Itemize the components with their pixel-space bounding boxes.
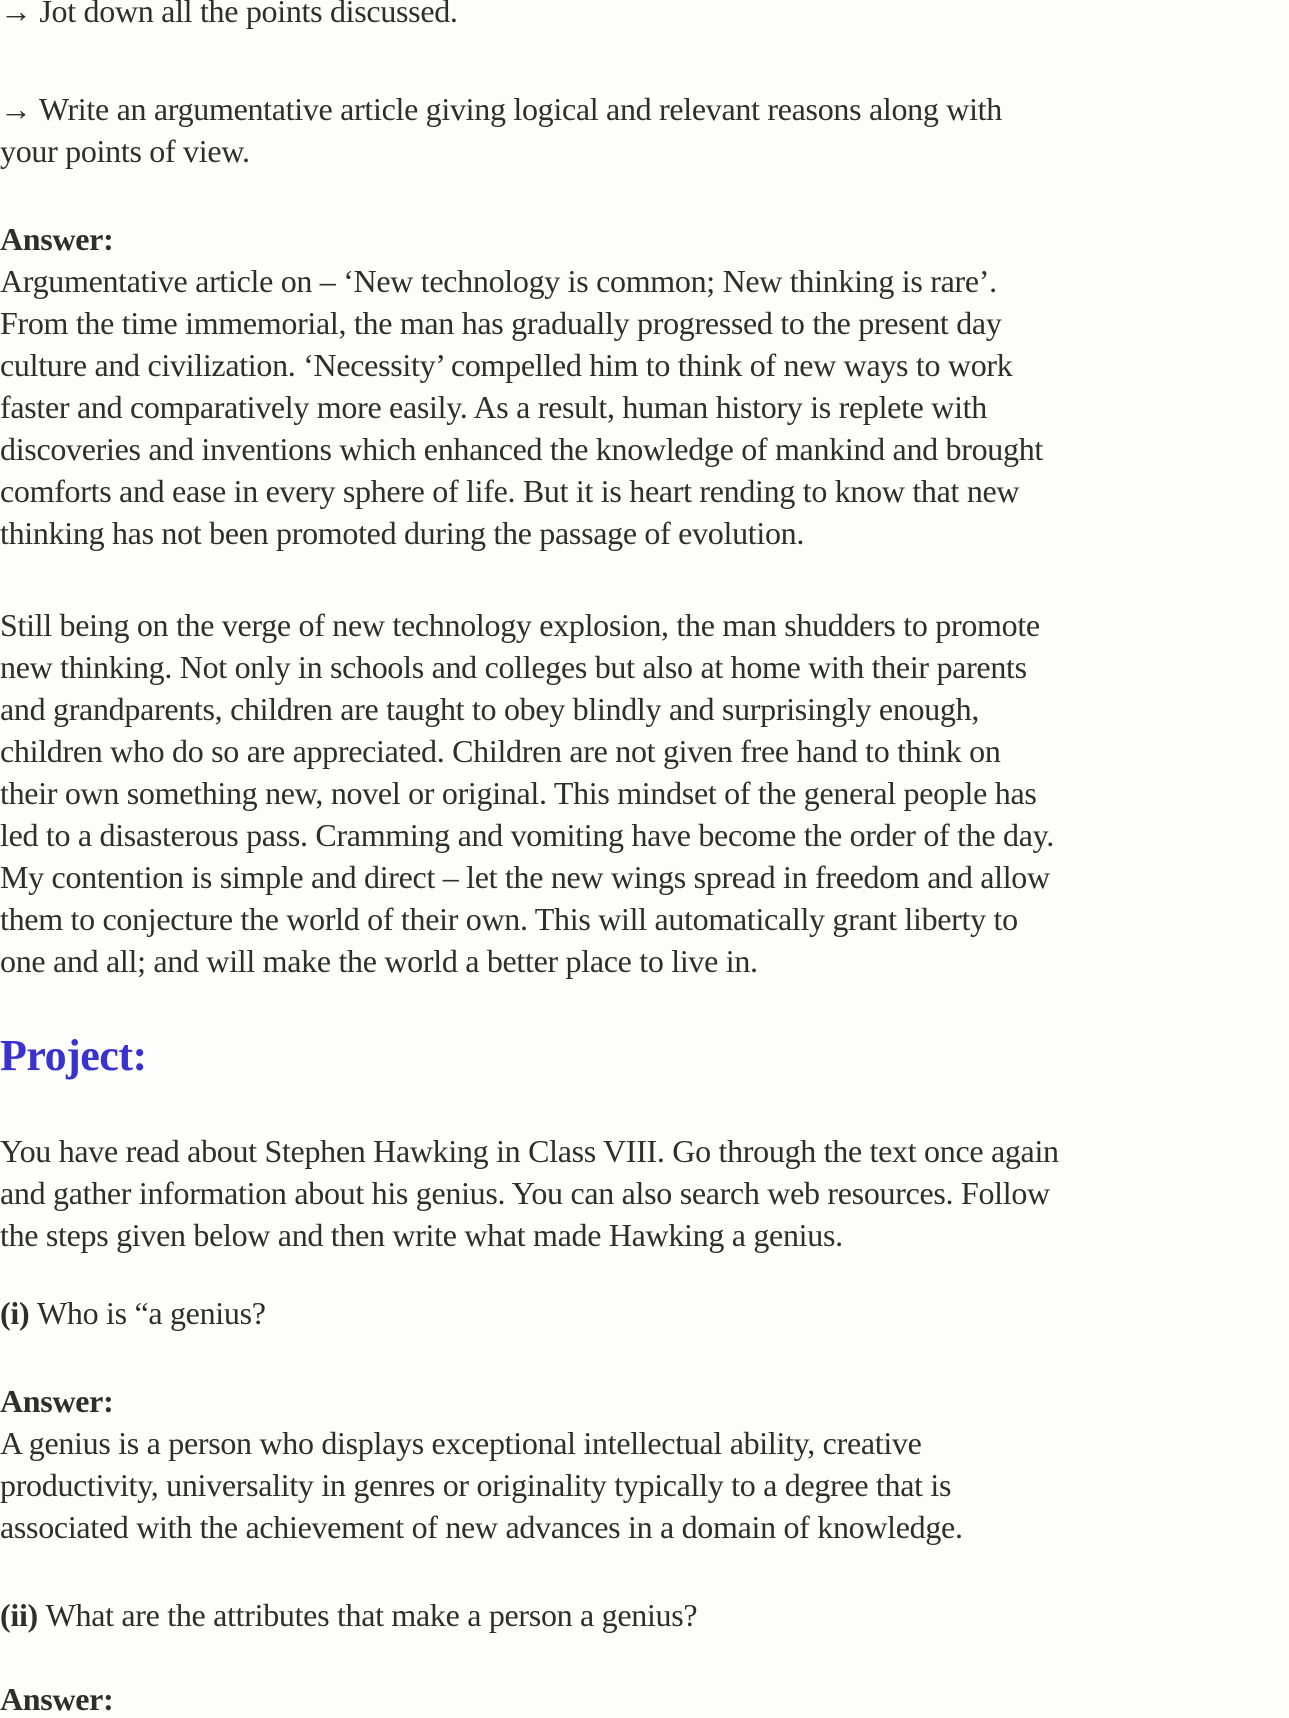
text-line — [0, 1292, 1289, 1334]
answer-label-2 — [0, 1380, 1289, 1422]
text-line: new thinking. Not only in schools and colleges but also at home with their parents — [0, 649, 1027, 685]
answer-label-1 — [0, 218, 1289, 260]
answer-label-3 — [0, 1678, 1289, 1718]
project-heading: Project: — [0, 1031, 147, 1080]
text-line: children who do so are appreciated. Children are not given free hand to think on — [0, 733, 1001, 769]
text-line: their own something new, novel or original. This mindset of the general people has — [0, 775, 1037, 811]
answer-label-text: Answer: — [0, 221, 114, 257]
text-line: the steps given below and then write what made Hawking a genius. — [0, 1217, 843, 1253]
text-line: From the time immemorial, the man has gradually progressed to the present day — [0, 305, 1002, 341]
question-ii-text: What are the attributes that make a person a genius? — [45, 1597, 698, 1633]
text-line: Still being on the verge of new technology explosion, the man shudders to promote — [0, 607, 1040, 643]
arrow-item-jot-down — [0, 0, 1289, 32]
answer-label-text: Answer: — [0, 1383, 114, 1419]
question-ii-marker: (ii) — [0, 1597, 46, 1633]
text-line: Argumentative article on – ‘New technology is common; New thinking is rare’. — [0, 263, 997, 299]
text-line: one and all; and will make the world a better place to live in. — [0, 943, 758, 979]
text-line: productivity, universality in genres or originality typically to a degree that is — [0, 1467, 952, 1503]
question-i — [0, 1292, 1289, 1334]
text-line: culture and civilization. ‘Necessity’ compelled him to think of new ways to work — [0, 347, 1013, 383]
answer-paragraph-argumentative-2 — [0, 604, 1289, 982]
text-line: your points of view. — [0, 133, 250, 169]
question-i-marker: (i) — [0, 1295, 38, 1331]
text-line — [0, 1594, 1289, 1636]
text-line: A genius is a person who displays exceptional intellectual ability, creative — [0, 1425, 922, 1461]
text-line — [0, 0, 1289, 32]
text-line: led to a disasterous pass. Cramming and vomiting have become the order of the day. — [0, 817, 1054, 853]
text-line: My contention is simple and direct – let the new wings spread in freedom and allow — [0, 859, 1050, 895]
answer-label-text: Answer: — [0, 1681, 114, 1717]
text-line: and grandparents, children are taught to obey blindly and surprisingly enough, — [0, 691, 980, 727]
arrow-icon: → — [0, 0, 40, 29]
text-line: associated with the achievement of new advances in a domain of knowledge. — [0, 1509, 963, 1545]
project-intro-paragraph — [0, 1130, 1289, 1256]
question-i-text: Who is “a genius? — [37, 1295, 266, 1331]
text-line: You have read about Stephen Hawking in Class VIII. Go through the text once again — [0, 1133, 1059, 1169]
text-line: and gather information about his genius. You can also search web resources. Follow — [0, 1175, 1050, 1211]
arrow-item-text: Write an argumentative article giving logical and relevant reasons along with — [38, 91, 1002, 127]
text-line — [0, 88, 1289, 130]
text-line: them to conjecture the world of their own. This will automatically grant liberty to — [0, 901, 1018, 937]
arrow-item-write-article — [0, 88, 1289, 172]
text-line: discoveries and inventions which enhanced the knowledge of mankind and brought — [0, 431, 1043, 467]
text-line: faster and comparatively more easily. As a result, human history is replete with — [0, 389, 987, 425]
arrow-icon: → — [0, 91, 39, 127]
text-line: thinking has not been promoted during the passage of evolution. — [0, 515, 805, 551]
project-section — [0, 1028, 1289, 1084]
arrow-item-text: Jot down all the points discussed. — [39, 0, 458, 29]
question-ii — [0, 1594, 1289, 1636]
text-line: comforts and ease in every sphere of life. But it is heart rending to know that new — [0, 473, 1020, 509]
answer-paragraph-genius — [0, 1422, 1289, 1548]
answer-paragraph-argumentative-1 — [0, 260, 1289, 554]
